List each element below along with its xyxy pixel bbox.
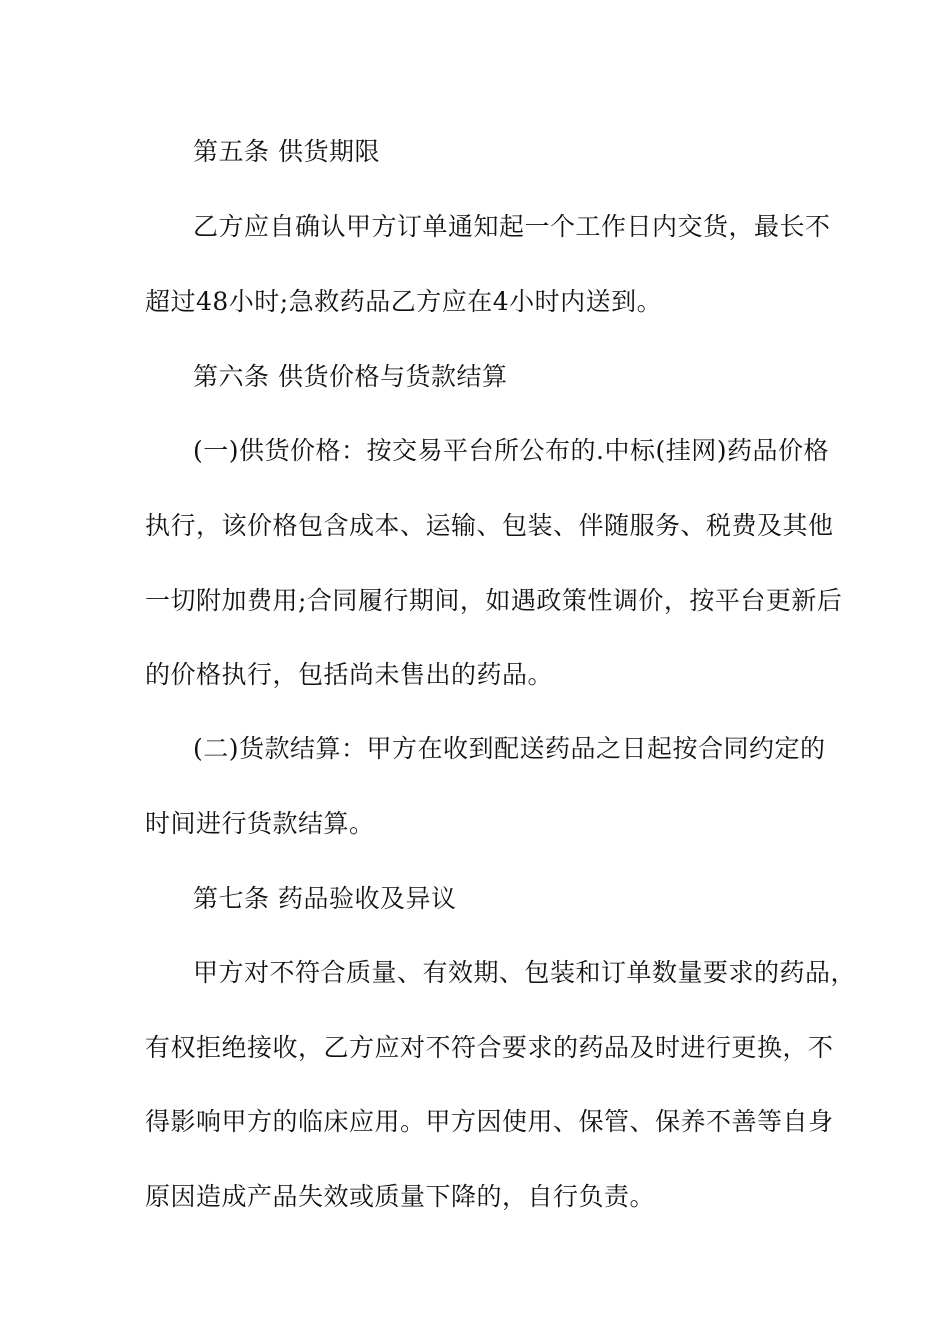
paragraph-line: 超过48小时;急救药品乙方应在4小时内送到。 [145, 287, 663, 316]
article-5-heading: 第五条 供货期限 [193, 137, 380, 166]
paragraph-line: 有权拒绝接收，乙方应对不符合要求的药品及时进行更换，不 [145, 1033, 834, 1062]
paragraph-line: 原因造成产品失效或质量下降的，自行负责。 [145, 1182, 656, 1211]
paragraph-line: (一)供货价格：按交易平台所公布的.中标(挂网)药品价格 [193, 436, 829, 465]
paragraph-line: 乙方应自确认甲方订单通知起一个工作日内交货，最长不 [193, 212, 831, 241]
article-6-heading: 第六条 供货价格与货款结算 [193, 362, 508, 391]
article-7-heading: 第七条 药品验收及异议 [193, 884, 457, 913]
paragraph-line: 甲方对不符合质量、有效期、包装和订单数量要求的药品， [193, 958, 857, 987]
paragraph-line: 的价格执行，包括尚未售出的药品。 [145, 660, 554, 689]
paragraph-line: 时间进行货款结算。 [145, 809, 375, 838]
paragraph-line: 执行，该价格包含成本、运输、包装、伴随服务、税费及其他 [145, 511, 834, 540]
paragraph-line: (二)货款结算：甲方在收到配送药品之日起按合同约定的 [193, 734, 826, 763]
paragraph-line: 得影响甲方的临床应用。甲方因使用、保管、保养不善等自身 [145, 1107, 834, 1136]
paragraph-line: 一切附加费用;合同履行期间，如遇政策性调价，按平台更新后 [145, 586, 843, 615]
